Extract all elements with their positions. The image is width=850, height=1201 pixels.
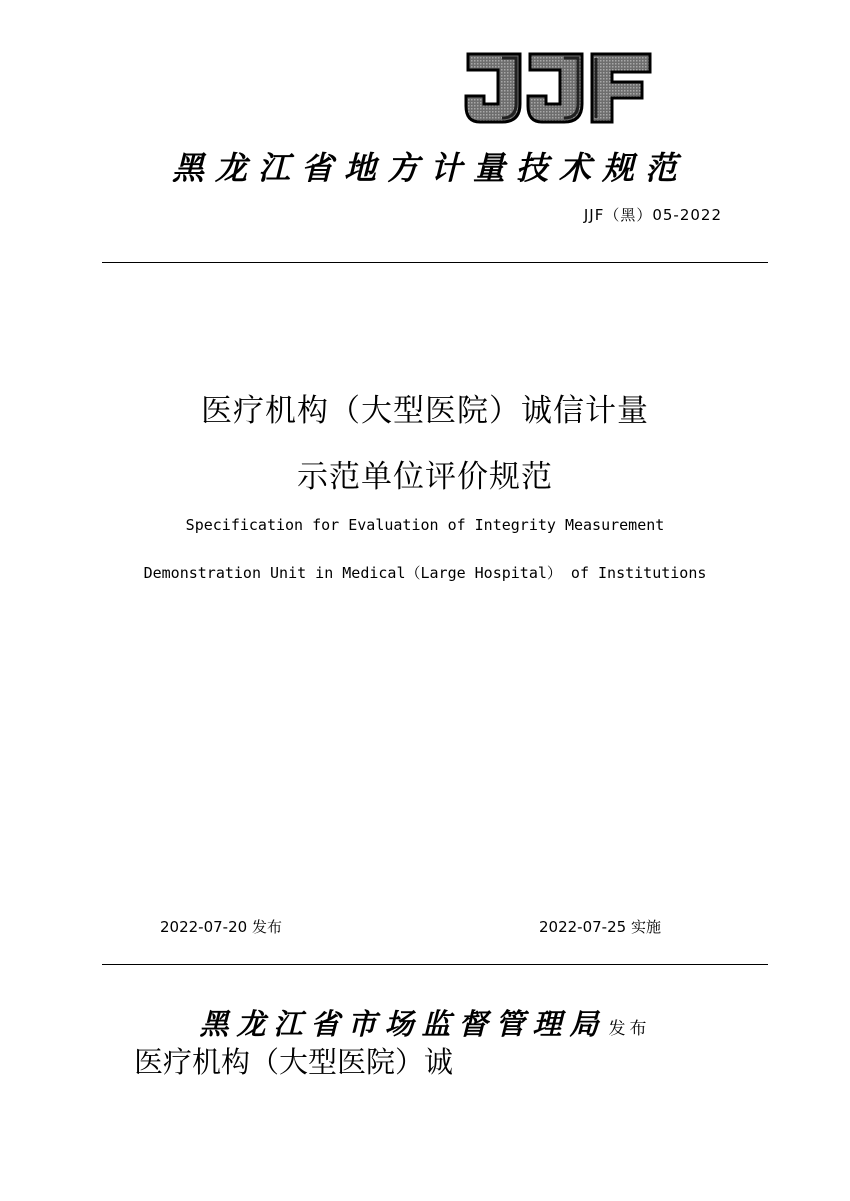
logo-letter-f — [592, 54, 650, 122]
title-zh-line2: 示范单位评价规范 — [297, 459, 553, 495]
publisher-suffix: 发布 — [608, 1019, 651, 1039]
title-en-line2: Demonstration Unit in Medical（Large Hospital） of Institutions — [143, 564, 707, 582]
issue-date: 2022-07-20 发布 — [160, 918, 282, 936]
logo-letter-j — [466, 54, 520, 122]
truncated-title: 医疗机构（大型医院）诚 — [134, 1045, 454, 1079]
publisher — [0, 1002, 850, 1043]
publisher-organization: 黑龙江省市场监督管理局 — [199, 1007, 607, 1041]
top-divider — [102, 262, 768, 263]
authority-title: 黑龙江省地方计量技术规范 — [171, 149, 688, 187]
jjf-logo-graphic — [462, 48, 654, 128]
logo-letter-j — [528, 54, 582, 122]
jjf-logo — [462, 48, 654, 128]
implementation-date: 2022-07-25 实施 — [539, 918, 661, 936]
title-en-line1: Specification for Evaluation of Integrity Measurement — [185, 516, 665, 534]
bottom-divider — [102, 964, 768, 965]
standard-number: JJF（黑）05-2022 — [583, 206, 722, 224]
title-zh-line1: 医疗机构（大型医院）诚信计量 — [201, 393, 649, 429]
